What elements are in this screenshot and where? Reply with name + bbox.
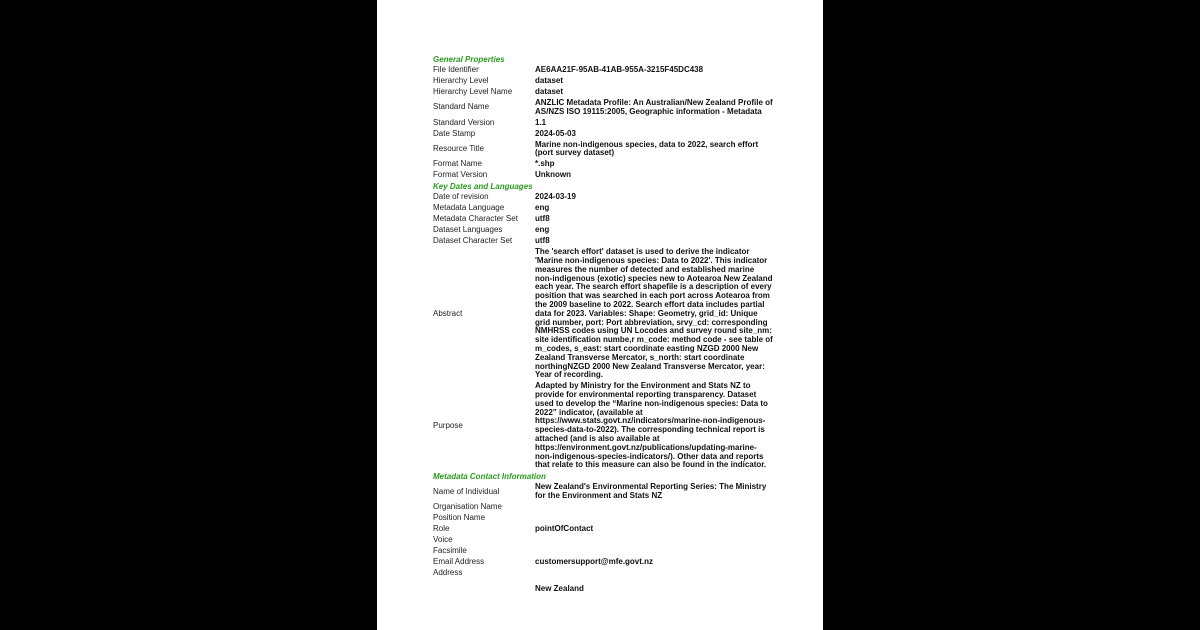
row-facsimile <box>433 546 773 557</box>
row-date-stamp <box>433 129 773 140</box>
row-address <box>433 568 773 579</box>
field-value: utf8 <box>535 236 550 246</box>
field-label: Dataset Languages <box>433 225 503 235</box>
row-voice <box>433 535 773 546</box>
field-value <box>535 572 773 574</box>
row-dataset-character-set <box>433 236 773 247</box>
field-value <box>535 517 773 519</box>
row-hierarchy-level <box>433 76 773 87</box>
row-name-of-individual <box>433 482 773 502</box>
row-position-name <box>433 513 773 524</box>
field-value: ANZLIC Metadata Profile: An Australian/New Zealand Profile of AS/NZS ISO 19115:2005, Geographic information - Metadata <box>535 98 773 116</box>
row-abstract <box>433 247 773 381</box>
field-label: Address <box>433 567 463 577</box>
field-value: Adapted by Ministry for the Environment and Stats NZ to provide for environmental reporting transparency. Dataset used to develop the “Marine non-indigenous species: Data to 2022” indicator, (available at https://www.stats.govt.nz/indicators/marine-non-indigenous-species-data-to-2022). The corresponding technical report is attached (and is also available at https://environment.govt.nz/publications/updating-marine-non-indigenous-species-indicators/). Other data and reports that relate to this measure can also be found in the indicator. <box>535 381 768 470</box>
field-label: Date of revision <box>433 192 489 202</box>
row-metadata-character-set <box>433 214 773 225</box>
field-value: 2024-03-19 <box>535 192 576 202</box>
field-label: Hierarchy Level Name <box>433 87 513 97</box>
field-value: dataset <box>535 87 564 97</box>
field-value: eng <box>535 203 550 213</box>
row-email-address <box>433 557 773 568</box>
field-label: Email Address <box>433 556 485 566</box>
field-label: Role <box>433 523 450 533</box>
field-value <box>535 539 773 541</box>
field-value: The 'search effort' dataset is used to derive the indicator 'Marine non-indigenous species: Data to 2022'. This indicator measures the number of detected and established marine non-indigenous (exotic) species new to Aotearoa New Zealand each year. The search effort shapefile is a description of every position that was searched in each port across Aotearoa from the 2009 baseline to 2022. Search effort data includes partial data for 2023. Variables: Shape: Geometry, grid_id: Unique grid number, port: Port abbreviation, srvy_cd: corresponding NMHRSS codes using UN Locodes and survey round site_nm: site identification numbe,r m_code: method code - see table of m_codes, s_east: start coordinate easting NZGD 2000 New Zealand Transverse Mercator, s_north: start coordinate northingNZGD 2000 New Zealand Transverse Mercator, year: Year of recording. <box>535 247 773 380</box>
row-role <box>433 524 773 535</box>
field-label: Metadata Language <box>433 203 505 213</box>
field-value: AE6AA21F-95AB-41AB-955A-3215F45DC438 <box>535 65 704 75</box>
field-label: Resource Title <box>433 143 485 153</box>
field-label: File Identifier <box>433 65 479 75</box>
row-file-identifier <box>433 65 773 76</box>
field-value: *.shp <box>535 159 555 169</box>
field-value: New Zealand's Environmental Reporting Series: The Ministry for the Environment and Stats NZ <box>535 482 767 500</box>
row-standard-name <box>433 98 773 118</box>
field-label: Position Name <box>433 512 486 522</box>
row-format-version <box>433 170 773 181</box>
row-address-country <box>433 584 773 595</box>
field-label: Standard Version <box>433 117 495 127</box>
field-label: Voice <box>433 534 453 544</box>
field-value: Marine non-indigenous species, data to 2022, search effort (port survey dataset) <box>535 139 759 158</box>
row-date-of-revision <box>433 192 773 203</box>
row-standard-version <box>433 118 773 129</box>
document-page <box>377 0 823 630</box>
field-label: Metadata Character Set <box>433 214 518 224</box>
row-organisation-name <box>433 502 773 513</box>
row-format-name <box>433 159 773 170</box>
field-value <box>535 550 773 552</box>
field-label: Format Name <box>433 159 482 169</box>
row-hierarchy-level-name <box>433 87 773 98</box>
address-country-value: New Zealand <box>535 583 584 593</box>
field-label: Facsimile <box>433 545 467 555</box>
field-value: dataset <box>535 76 564 86</box>
field-value: 2024-05-03 <box>535 128 576 138</box>
field-label: Standard Name <box>433 102 490 112</box>
field-value: Unknown <box>535 170 571 180</box>
field-label: Name of Individual <box>433 486 500 496</box>
metadata-content <box>433 54 773 595</box>
field-label: Purpose <box>433 420 463 430</box>
field-label: Hierarchy Level <box>433 76 489 86</box>
row-purpose <box>433 381 773 471</box>
field-label: Date Stamp <box>433 128 476 138</box>
section-title-general-properties: General Properties <box>433 55 505 64</box>
field-value: pointOfContact <box>535 523 594 533</box>
field-value: eng <box>535 225 550 235</box>
field-label: Format Version <box>433 170 488 180</box>
row-metadata-language <box>433 203 773 214</box>
section-title-key-dates: Key Dates and Languages <box>433 182 533 192</box>
field-value <box>535 506 773 508</box>
field-value: customersupport@mfe.govt.nz <box>535 556 654 566</box>
row-resource-title <box>433 140 773 160</box>
field-value: utf8 <box>535 214 550 224</box>
field-label: Abstract <box>433 308 463 318</box>
field-label: Dataset Character Set <box>433 236 513 246</box>
row-dataset-languages <box>433 225 773 236</box>
section-title-metadata-contact: Metadata Contact Information <box>433 472 546 482</box>
field-label: Organisation Name <box>433 501 502 511</box>
field-value: 1.1 <box>535 117 547 127</box>
